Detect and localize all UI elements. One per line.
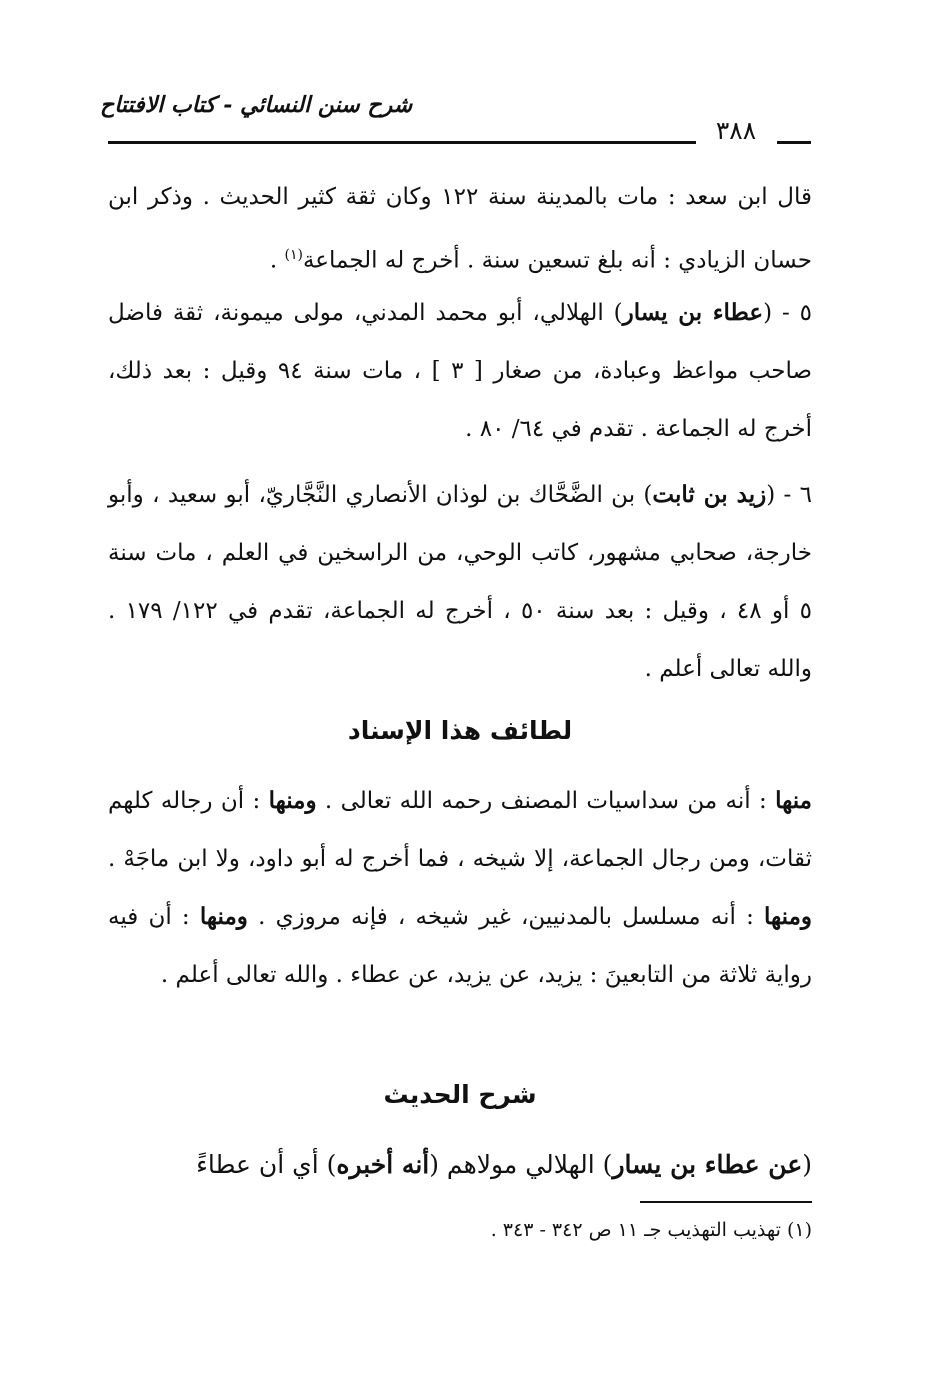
paren-open: ( <box>802 1150 812 1179</box>
paragraph-text: ) أي أن عطاءً <box>196 1150 337 1179</box>
marker-wa-minha: ومنها <box>268 787 317 814</box>
paragraph-text: : أنه مسلسل بالمدنيين، غير شيخه ، فإنه مروزي . <box>247 904 765 930</box>
section-heading-isnad: لطائف هذا الإسناد <box>347 716 573 745</box>
running-header-title: شرح سنن النسائي - كتاب الافتتاح <box>100 92 413 118</box>
header-rule <box>108 141 696 144</box>
narrator-name: زيد بن ثابت <box>652 481 767 508</box>
paragraph-text: : أن فيه رواية ثلاثة من التابعينَ : يزيد، عن يزيد، عن عطاء . والله تعالى أعلم . <box>108 904 812 988</box>
entry-number: ٥ - ( <box>763 300 812 326</box>
header-rule-short <box>777 141 811 144</box>
marker-wa-minha: ومنها <box>199 903 248 930</box>
paragraph-text: ) بن الضَّحَّاك بن لوذان الأنصاري النَّجَّاريّ، أبو سعيد ، وأبو خارجة، صحابي مشهور، كاتب الوحي، من الراسخين في العلم ، مات سنة ٥ أو ٤٨ ، وقيل : بعد سنة ٥٠ ، أخرج له الجماعة، تقدم في ١٢٢/ ١٧٩ . والله تعالى أعلم . <box>108 482 813 682</box>
paragraph-hadith-commentary <box>108 1136 812 1194</box>
footnote-ref: (١) <box>284 247 303 263</box>
paragraph-text: ) الهلالي، أبو محمد المدني، مولى ميمونة، ثقة فاضل صاحب مواعظ وعبادة، من صغار [ ٣ ] ، مات سنة ٩٤ وقيل : بعد ذلك، أخرج له الجماعة . تقدم في ٦٤/ ٨٠ . <box>108 300 812 442</box>
footnote: (١) تهذيب التهذيب جـ ١١ ص ٣٤٢ - ٣٤٣ . <box>490 1219 812 1241</box>
marker-wa-minha: ومنها <box>764 903 812 930</box>
paragraph-tail: . <box>269 247 285 274</box>
paragraph-zayd-bin-thabit <box>108 466 812 698</box>
paragraph-text: : أنه من سداسيات المصنف رحمه الله تعالى . <box>316 788 776 814</box>
paragraph-isnad-notes <box>108 772 812 1004</box>
section-heading-hadith-commentary: شرح الحديث <box>383 1080 537 1109</box>
entry-number: ٦ - ( <box>766 482 812 508</box>
quoted-phrase: عن عطاء بن يسار <box>612 1150 803 1179</box>
paragraph-ibn-saad <box>108 168 812 290</box>
paragraph-text: قال ابن سعد : مات بالمدينة سنة ١٢٢ وكان ثقة كثير الحديث . وذكر ابن حسان الزيادي : أنه بلغ تسعين سنة . أخرج له الجماعة <box>108 184 812 274</box>
paragraph-text: : أن رجاله كلهم ثقات، ومن رجال الجماعة، إلا شيخه ، فما أخرج له أبو داود، ولا ابن ماجَهْ . <box>108 788 812 872</box>
page-number: ٣٨٨ <box>715 116 757 145</box>
marker-minha: منها <box>775 787 812 814</box>
narrator-name: عطاء بن يسار <box>622 299 764 326</box>
footnote-rule <box>640 1201 812 1203</box>
paragraph-text: ) الهلالي مولاهم ( <box>429 1150 613 1179</box>
paragraph-ata-bin-yasar <box>108 284 812 458</box>
quoted-phrase: أنه أخبره <box>336 1150 430 1179</box>
